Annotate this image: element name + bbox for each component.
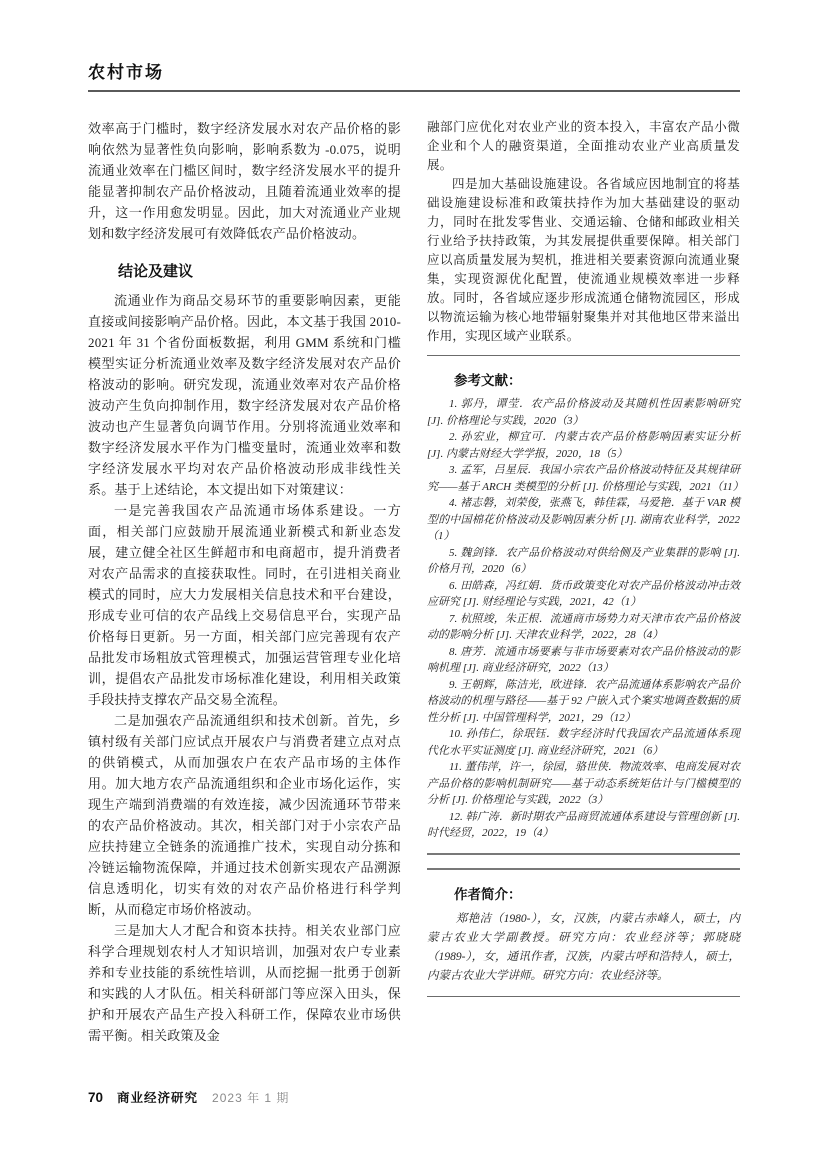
author-bottom-rule bbox=[427, 996, 740, 997]
reference-item: 1. 郭丹，谭莹．农产品价格波动及其随机性因素影响研究 [J]. 价格理论与实践，2020（3） bbox=[427, 398, 740, 427]
author-bio-block bbox=[427, 853, 740, 997]
author-bio-text: 郑艳洁（1980-），女，汉族，内蒙古赤峰人，硕士，内蒙古农业大学副教授。研究方向：农业经济等；郭晓晓（1989-），女，通讯作者，汉族，内蒙古呼和浩特人，硕士，内蒙古农业大学讲师。研究方向：农业经济等。 bbox=[427, 912, 740, 982]
reference-item: 8. 唐芳．流通市场要素与非市场要素对农产品价格波动的影响机理 [J]. 商业经济研究，2022（13） bbox=[427, 645, 740, 674]
reference-item: 2. 孙宏业，柳宜可．内蒙古农产品价格影响因素实证分析 [J]. 内蒙古财经大学学报，2020，18（5） bbox=[427, 431, 740, 460]
references-heading: 参考文献： bbox=[454, 373, 522, 388]
references-block bbox=[427, 355, 744, 842]
paragraph-continued: 效率高于门槛时，数字经济发展水对农产品价格的影响依然为显著性负向影响，影响系数为 -0.075，说明流通业效率在门槛区间时，数字经济发展水平的提升能显著抑制农产品价格波动，且随着流通业效率的提升，这一作用愈发明显。因此，加大对流通业产业规划和数字经济发展可有效降低农产品价格波动。 bbox=[88, 121, 401, 241]
author-separator-double-rule bbox=[427, 853, 740, 870]
reference-item: 4. 褚志磐，刘荣俊，张燕飞，韩佳霖，马爱艳．基于 VAR 模型的中国棉花价格波动及影响因素分析 [J]. 湖南农业科学，2022（1） bbox=[427, 497, 740, 542]
issue-label: 2023 年 1 期 bbox=[212, 1091, 290, 1105]
reference-item: 7. 杭照竣，朱正根．流通商市场势力对天津市农产品价格波动的影响分析 [J]. 天津农业科学，2022，28（4） bbox=[427, 612, 740, 641]
paragraph: 流通业作为商品交易环节的重要影响因素，更能直接或间接影响产品价格。因此，本文基于我国 2010-2021 年 31 个省份面板数据，利用 GMM 系统和门槛模型实证分析流通业效率及数字经济发展对农产品价格波动的影响。研究发现，流通业效率对农产品价格波动产生负向抑制作用，数字经济发展对农产品价格波动也产生显著负向调节作用。分别将流通业效率和数字经济发展水平作为门槛变量时，流通业效率和数字经济发展水平均对农产品价格波动形成非线性关系。基于上述结论，本文提出如下对策建议： bbox=[88, 293, 401, 497]
reference-item: 6. 田皓森，冯红娟．货币政策变化对农产品价格波动冲击效应研究 [J]. 财经理论与实践，2021，42（1） bbox=[427, 579, 740, 608]
page-header bbox=[88, 58, 740, 92]
left-column bbox=[88, 118, 401, 1046]
references-list bbox=[427, 396, 744, 842]
references-top-rule bbox=[427, 355, 740, 356]
column-section-title: 农村市场 bbox=[88, 63, 164, 82]
two-column-body bbox=[88, 118, 744, 1046]
paragraph: 二是加强农产品流通组织和技术创新。首先，乡镇村级有关部门应试点开展农户与消费者建立点对点的供销模式，从而加强农户在农产品市场的主体作用。加大地方农产品流通组织和企业市场化运作，实现生产端到消费端的有效连接，减少因流通环节带来的农产品价格波动。其次，相关部门对于小宗农产品应扶持建立全链条的流通推广技术，实现自动分拣和冷链运输物流保障，并通过技术创新实现农产品溯源信息透明化，切实有效的对农产品价格进行科学判断，从而稳定市场价格波动。 bbox=[88, 713, 401, 917]
right-column-body bbox=[427, 118, 740, 346]
paragraph: 一是完善我国农产品流通市场体系建设。一方面，相关部门应鼓励开展流通业新模式和新业态发展，建立健全社区生鲜超市和电商超市，提升消费者对农产品需求的直接获取性。同时，在引进相关商业模式的同时，应大力发展相关信息技术和平台建设，形成专业可信的农产品线上交易信息平台，实现产品价格每日更新。另一方面，相关部门应完善现有农产品批发市场粗放式管理模式，加强运营管理专业化培训，提倡农产品批发市场标准化建设，利用相关政策手段扶持支撑农产品交易全流程。 bbox=[88, 503, 401, 707]
reference-item: 9. 王朝辉，陈洁光，欧进锋．农产品流通体系影响农产品价格波动的机理与路径——基于 92 户嵌入式个案实地调查数据的质性分析 [J]. 中国管理科学，2021，29（12） bbox=[427, 678, 740, 724]
section-heading-conclusion: 结论及建议 bbox=[118, 263, 194, 280]
header-rule bbox=[88, 90, 740, 92]
reference-item: 10. 孙伟仁，徐珉钰．数字经济时代我国农产品流通体系现代化水平实证测度 [J]. 商业经济研究，2021（6） bbox=[427, 728, 740, 757]
right-column bbox=[427, 118, 744, 1046]
reference-item: 5. 魏剑锋．农产品价格波动对供给侧及产业集群的影响 [J]. 价格月刊，2020（6） bbox=[427, 546, 740, 575]
reference-item: 3. 孟军，吕星辰．我国小宗农产品价格波动特征及其规律研究——基于 ARCH 类模型的分析 [J]. 价格理论与实践，2021（11） bbox=[427, 464, 744, 493]
paragraph-continued: 融部门应优化对农业产业的资本投入，丰富农产品小微企业和个人的融资渠道，全面推动农业产业高质量发展。 bbox=[427, 120, 740, 172]
journal-name: 商业经济研究 bbox=[117, 1091, 199, 1105]
page-number: 70 bbox=[88, 1090, 104, 1105]
author-bio-heading: 作者简介： bbox=[454, 886, 522, 902]
paragraph: 四是加大基础设施建设。各省域应因地制宜的将基础设施建设标准和政策扶持作为加大基础建设的驱动力，同时在批发零售业、交通运输、仓储和邮政业相关行业给予扶持政策，为其发展提供重要保障。相关部门应以高质量发展为契机，推进相关要素资源向流通业聚集，实现资源优化配置，使流通业规模效率进一步释放。同时，各省域应逐步形成流通仓储物流园区，形成以物流运输为核心地带辐射聚集并对其他地区带来溢出作用，实现区域产业联系。 bbox=[427, 177, 740, 343]
reference-item: 11. 董伟萍，许一，徐园，骆世侠．物流效率、电商发展对农产品价格的影响机制研究——基于动态系统矩估计与门槛模型的分析 [J]. 价格理论与实践，2022（3） bbox=[427, 761, 740, 806]
page-footer bbox=[88, 1088, 289, 1106]
author-bio bbox=[427, 910, 740, 986]
reference-item: 12. 韩广涛．新时期农产品商贸流通体系建设与管理创新 [J]. 时代经贸，2022，19（4） bbox=[427, 810, 740, 839]
paragraph: 三是加大人才配合和资本扶持。相关农业部门应科学合理规划农村人才知识培训，加强对农户专业素养和专业技能的系统性培训，从而挖掘一批勇于创新和实践的人才队伍。相关科研部门等应深入田头，保护和开展农产品生产投入科研工作，保障农业市场供需平衡。相关政策及金 bbox=[88, 923, 401, 1043]
